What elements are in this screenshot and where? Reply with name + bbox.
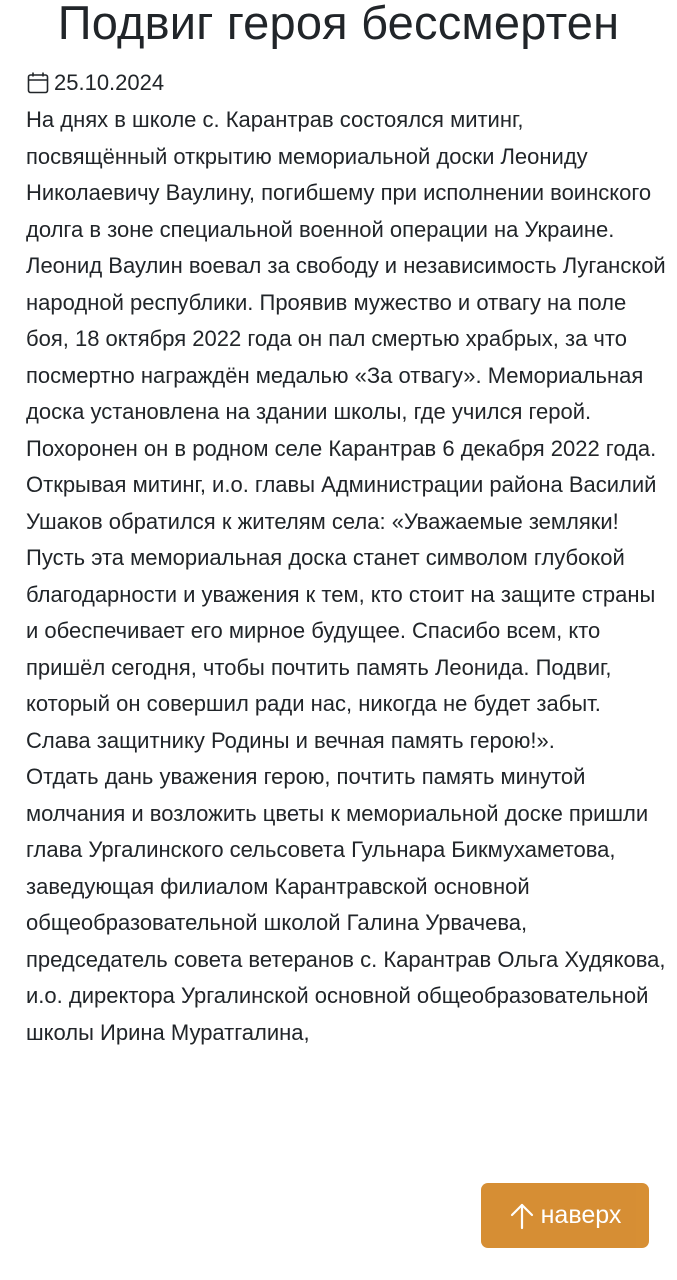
article-body	[26, 102, 666, 1051]
page-title: Подвиг героя бессмертен	[57, 0, 620, 49]
scroll-to-top-button[interactable]	[481, 1183, 649, 1248]
calendar-icon	[26, 71, 50, 95]
paragraph: Леонид Ваулин воевал за свободу и независимость Луганской народной республики. Проявив мужество и отвагу на поле боя, 18 октября 2022 года он пал смертью храбрых, за что посмертно награждён медалью «За отвагу». Мемориальная доска установлена на здании школы, где учился герой. Похоронен он в родном селе Карантрав 6 декабря 2022 года.	[26, 253, 666, 461]
arrow-up-icon	[509, 1201, 535, 1231]
scroll-to-top-label: наверх	[540, 1201, 622, 1229]
date-text: 25.10.2024	[54, 70, 165, 95]
paragraph: Открывая митинг, и.о. главы Администрации района Василий Ушаков обратился к жителям села: «Уважаемые земляки! Пусть эта мемориальная доска станет символом глубокой благодарности и уважения к тем, кто стоит на защите страны и обеспечивает его мирное будущее. Спасибо всем, кто пришёл сегодня, чтобы почтить память Леонида. Подвиг, который он совершил ради нас, никогда не будет забыт. Слава защитнику Родины и вечная память герою!».	[26, 472, 657, 753]
paragraph: Отдать дань уважения герою, почтить память минутой молчания и возложить цветы к мемориальной доске пришли глава Ургалинского сельсовета Гульнара Бикмухаметова, заведующая филиалом Карантравской основной общеобразовательной школой Галина Урвачева, председатель совета ветеранов с. Карантрав Ольга Худякова, и.о. директора Ургалинской основной общеобразовательной школы Ирина Муратгалина,	[26, 764, 666, 1045]
paragraph: На днях в школе с. Карантрав состоялся митинг, посвящённый открытию мемориальной доски Леониду Николаевичу Ваулину, погибшему при исполнении воинского долга в зоне специальной военной операции на Украине.	[26, 107, 652, 242]
article-date	[26, 68, 164, 98]
